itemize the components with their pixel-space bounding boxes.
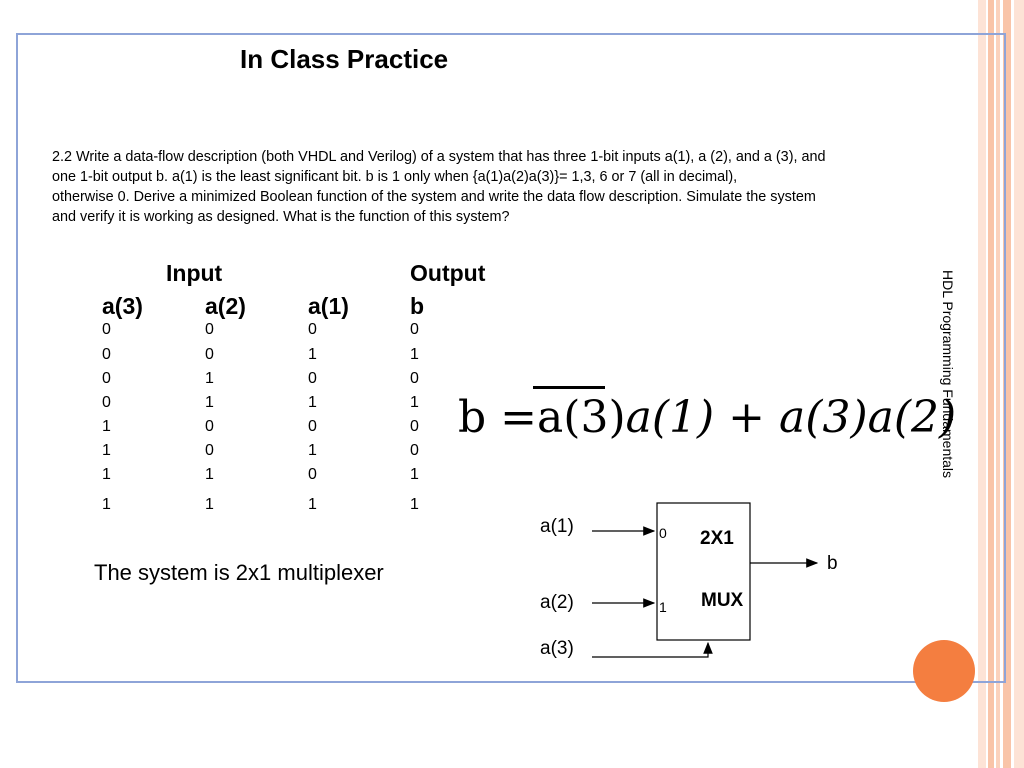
eq-term-a1: a(1): [625, 392, 715, 443]
table-cell: 1: [102, 496, 111, 513]
table-cell: 1: [205, 496, 214, 513]
eq-equals: =: [500, 392, 538, 443]
table-cell: 1: [205, 394, 214, 411]
mux-input0-label: a(1): [540, 516, 574, 537]
mux-select-label: a(3): [540, 638, 574, 659]
table-group-output: Output: [410, 260, 486, 286]
table-cell: 1: [410, 496, 419, 513]
table-cell: 0: [205, 346, 214, 363]
table-cell: 0: [102, 321, 111, 338]
table-cell: 1: [308, 496, 317, 513]
side-label: HDL Programming Fundamentals: [940, 270, 956, 479]
table-cell: 1: [308, 346, 317, 363]
table-cell: 0: [102, 394, 111, 411]
table-cell: 1: [102, 466, 111, 483]
table-cell: 0: [410, 370, 419, 387]
table-group-input: Input: [166, 260, 223, 286]
table-cell: 0: [102, 370, 111, 387]
table-cell: 0: [102, 346, 111, 363]
mux-box: [657, 503, 750, 640]
table-cell: 0: [410, 418, 419, 435]
table-header: b: [410, 293, 425, 319]
table-cell: 1: [205, 466, 214, 483]
table-cell: 1: [102, 442, 111, 459]
table-cell: 1: [205, 370, 214, 387]
table-cell: 1: [410, 466, 419, 483]
mux-label-line1: 2X1: [700, 528, 734, 549]
conclusion-text: The system is 2x1 multiplexer: [94, 560, 384, 585]
table-cell: 0: [410, 321, 419, 338]
mux-input1-label: a(2): [540, 592, 574, 613]
table-cell: 0: [308, 321, 317, 338]
table-cell: 0: [410, 442, 419, 459]
eq-plus: +: [728, 392, 766, 443]
table-cell: 1: [102, 418, 111, 435]
table-cell: 0: [205, 321, 214, 338]
table-header: a(2): [205, 293, 246, 319]
wire-select: [592, 643, 708, 657]
eq-term-a3: a(3): [537, 392, 626, 443]
mux-label-line2: MUX: [701, 590, 744, 611]
mux-pin-1: 1: [659, 599, 667, 615]
mux-pin-0: 0: [659, 525, 667, 541]
table-cell: 0: [205, 442, 214, 459]
eq-term-a3a2: a(3)a(2): [779, 392, 957, 443]
table-cell: 1: [308, 442, 317, 459]
slide-title: In Class Practice: [240, 44, 449, 74]
mux-output-label: b: [827, 553, 838, 574]
table-cell: 0: [205, 418, 214, 435]
table-header: a(3): [102, 293, 143, 319]
table-cell: 0: [308, 370, 317, 387]
problem-statement: 2.2 Write a data-flow description (both VHDL and Verilog) of a system that has three 1-bit inputs a(1), a (2), and a (3), and one 1-bit output b. a(1) is the least significant bit. b is 1 only when {a(1)a(2)a(3)}= 1,3, 6 or 7 (all in decimal), otherwise 0. Derive a minimized Boolean function of the system and write the data flow description. Simulate the system and verify it is working as designed. What is the function of this system?: [52, 149, 826, 225]
decorative-circle: [913, 640, 975, 702]
table-cell: 0: [308, 418, 317, 435]
table-header: a(1): [308, 293, 349, 319]
table-cell: 0: [308, 466, 317, 483]
table-cell: 1: [410, 346, 419, 363]
eq-lhs: b: [458, 392, 487, 443]
table-cell: 1: [410, 394, 419, 411]
table-cell: 1: [308, 394, 317, 411]
